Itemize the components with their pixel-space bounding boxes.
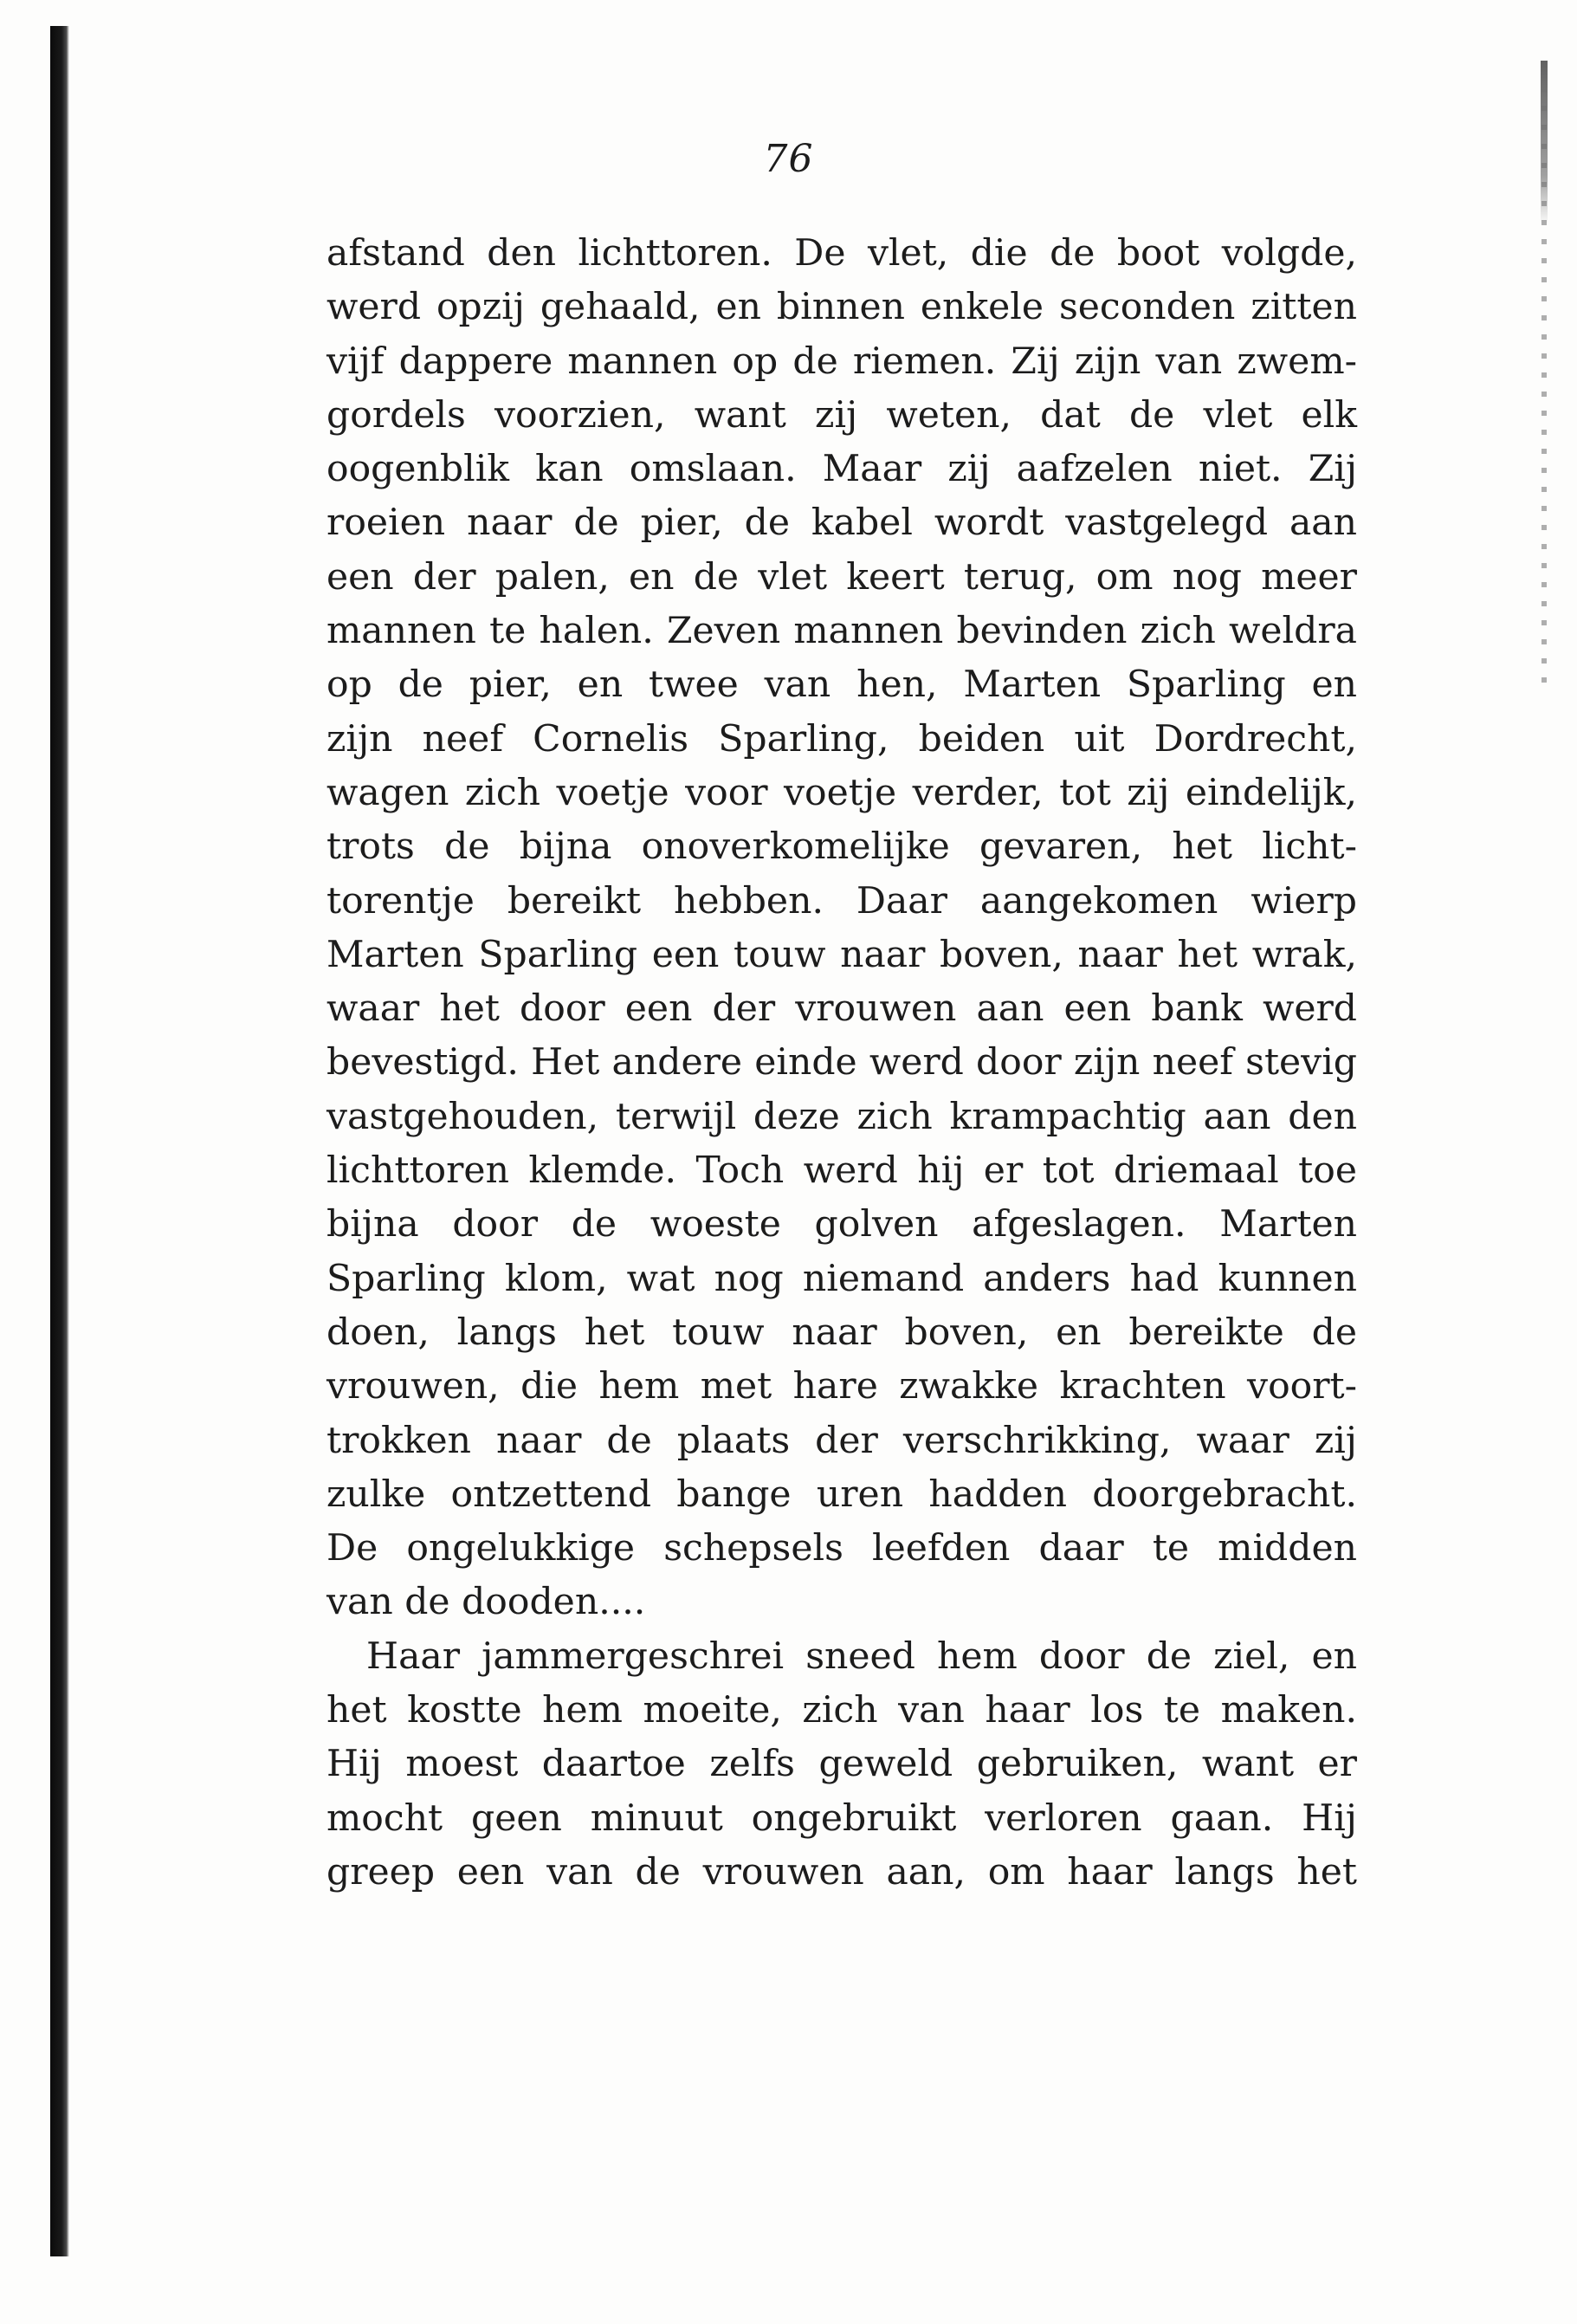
text-line: afstand den lichttoren. De vlet, die de boot volgde,	[326, 232, 1357, 275]
text-line: greep een van de vrouwen aan, om haar langs het	[326, 1850, 1357, 1894]
text-line: mannen te halen. Zeven mannen bevinden zich weldra	[326, 610, 1357, 653]
text-line: De ongelukkige schepsels leefden daar te midden	[326, 1527, 1357, 1570]
text-line: trots de bijna onoverkomelijke gevaren, het licht-	[326, 825, 1357, 869]
text-line: een der palen, en de vlet keert terug, om nog meer	[326, 555, 1357, 599]
text-line: roeien naar de pier, de kabel wordt vastgelegd aan	[326, 502, 1357, 545]
text-line: doen, langs het touw naar boven, en bereikte de	[326, 1311, 1357, 1354]
text-line: vijf dappere mannen op de riemen. Zij zijn van zwem-	[326, 340, 1357, 383]
text-line: oogenblik kan omslaan. Maar zij aafzelen niet. Zij	[326, 448, 1357, 491]
text-line: op de pier, en twee van hen, Marten Sparling en	[326, 664, 1357, 707]
page-number: 76	[763, 137, 814, 181]
text-line: mocht geen minuut ongebruikt verloren gaan. Hij	[326, 1796, 1357, 1840]
text-line: trokken naar de plaats der verschrikking, waar zij	[326, 1419, 1357, 1462]
text-line: Marten Sparling een touw naar boven, naar het wrak,	[326, 933, 1357, 976]
text-line: Hij moest daartoe zelfs geweld gebruiken, want er	[326, 1743, 1357, 1786]
text-line: van de dooden....	[326, 1581, 646, 1624]
text-line: werd opzij gehaald, en binnen enkele seconden zitten	[326, 286, 1357, 329]
text-line: gordels voorzien, want zij weten, dat de vlet elk	[326, 393, 1357, 437]
text-line: lichttoren klemde. Toch werd hij er tot driemaal toe	[326, 1149, 1357, 1193]
text-line: zulke ontzettend bange uren hadden doorgebracht.	[326, 1473, 1357, 1516]
body-text	[326, 227, 1357, 1900]
text-line: Sparling klom, wat nog niemand anders had kunnen	[326, 1257, 1357, 1300]
text-line: zijn neef Cornelis Sparling, beiden uit Dordrecht,	[326, 717, 1357, 761]
text-line: torentje bereikt hebben. Daar aangekomen wierp	[326, 879, 1357, 922]
binding-edge	[50, 26, 69, 2256]
text-line: vrouwen, die hem met hare zwakke krachten voort-	[326, 1365, 1357, 1408]
text-line: wagen zich voetje voor voetje verder, tot zij eindelijk,	[326, 771, 1357, 814]
text-line: Haar jammergeschrei sneed hem door de ziel, en	[366, 1635, 1357, 1678]
text-line: bevestigd. Het andere einde werd door zijn neef stevig	[326, 1041, 1357, 1084]
text-line: waar het door een der vrouwen aan een bank werd	[326, 987, 1357, 1031]
text-line: vastgehouden, terwijl deze zich krampachtig aan den	[326, 1095, 1357, 1138]
text-line: bijna door de woeste golven afgeslagen. Marten	[326, 1203, 1357, 1246]
text-line: het kostte hem moeite, zich van haar los te maken.	[326, 1689, 1357, 1732]
